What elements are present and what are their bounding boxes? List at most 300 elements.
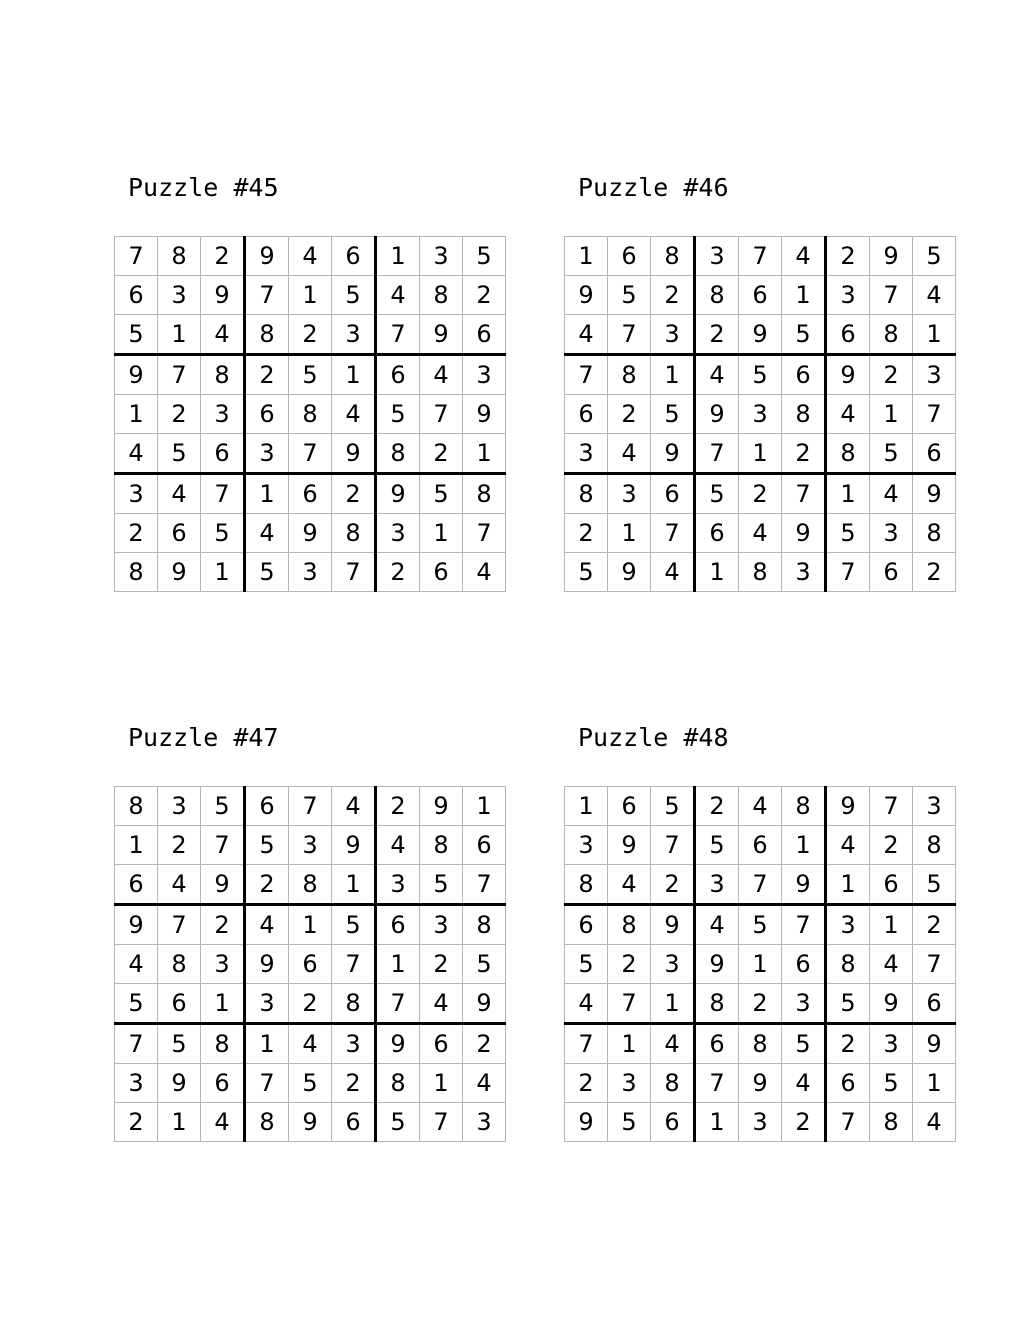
grid-cell: 7	[376, 984, 420, 1024]
grid-cell: 7	[115, 237, 158, 276]
grid-row	[115, 315, 506, 355]
grid-cell: 4	[201, 1103, 245, 1142]
grid-cell: 3	[739, 1103, 782, 1142]
grid-cell: 1	[913, 315, 956, 355]
grid-cell: 5	[289, 355, 332, 395]
grid-row	[565, 553, 956, 592]
grid-cell: 2	[420, 434, 463, 474]
grid-cell: 1	[826, 474, 870, 514]
grid-cell: 1	[376, 237, 420, 276]
grid-cell: 6	[608, 237, 651, 276]
grid-cell: 4	[463, 1064, 506, 1103]
grid-cell: 7	[695, 434, 739, 474]
grid-cell: 5	[332, 905, 376, 945]
grid-cell: 9	[201, 276, 245, 315]
grid-cell: 4	[608, 434, 651, 474]
grid-row	[115, 237, 506, 276]
grid-cell: 5	[782, 315, 826, 355]
grid-cell: 7	[201, 474, 245, 514]
grid-cell: 6	[782, 355, 826, 395]
grid-cell: 1	[201, 553, 245, 592]
grid-cell: 4	[913, 276, 956, 315]
grid-cell: 1	[201, 984, 245, 1024]
grid-cell: 9	[565, 1103, 608, 1142]
grid-cell: 4	[695, 905, 739, 945]
grid-cell: 9	[420, 315, 463, 355]
grid-row	[115, 1024, 506, 1064]
grid-cell: 4	[651, 1024, 695, 1064]
grid-cell: 3	[565, 826, 608, 865]
grid-row	[115, 905, 506, 945]
grid-cell: 8	[651, 1064, 695, 1103]
grid-cell: 7	[245, 276, 289, 315]
sudoku-grid	[114, 236, 506, 592]
grid-cell: 1	[695, 1103, 739, 1142]
grid-cell: 2	[695, 315, 739, 355]
grid-cell: 7	[158, 355, 201, 395]
grid-cell: 2	[463, 276, 506, 315]
grid-row	[115, 984, 506, 1024]
grid-cell: 5	[158, 1024, 201, 1064]
grid-cell: 6	[463, 826, 506, 865]
grid-cell: 4	[826, 826, 870, 865]
grid-cell: 1	[420, 514, 463, 553]
grid-cell: 5	[651, 395, 695, 434]
grid-cell: 6	[870, 865, 913, 905]
grid-cell: 3	[158, 787, 201, 826]
grid-cell: 4	[115, 434, 158, 474]
grid-cell: 6	[420, 1024, 463, 1064]
grid-cell: 6	[695, 514, 739, 553]
grid-cell: 8	[201, 1024, 245, 1064]
grid-cell: 3	[870, 514, 913, 553]
grid-cell: 1	[870, 395, 913, 434]
grid-cell: 4	[913, 1103, 956, 1142]
grid-cell: 2	[826, 1024, 870, 1064]
grid-cell: 6	[651, 474, 695, 514]
grid-cell: 4	[245, 514, 289, 553]
grid-cell: 2	[913, 553, 956, 592]
grid-cell: 9	[782, 865, 826, 905]
grid-cell: 8	[826, 945, 870, 984]
grid-cell: 3	[376, 865, 420, 905]
grid-cell: 4	[695, 355, 739, 395]
grid-cell: 5	[608, 276, 651, 315]
grid-cell: 6	[651, 1103, 695, 1142]
grid-cell: 3	[651, 315, 695, 355]
grid-row	[115, 1064, 506, 1103]
grid-cell: 1	[376, 945, 420, 984]
grid-cell: 4	[608, 865, 651, 905]
grid-cell: 4	[245, 905, 289, 945]
grid-cell: 1	[608, 514, 651, 553]
grid-cell: 3	[115, 1064, 158, 1103]
grid-cell: 6	[115, 276, 158, 315]
grid-cell: 5	[245, 826, 289, 865]
grid-cell: 3	[115, 474, 158, 514]
grid-cell: 9	[782, 514, 826, 553]
grid-cell: 1	[245, 474, 289, 514]
grid-row	[565, 905, 956, 945]
grid-row	[565, 276, 956, 315]
grid-cell: 5	[376, 1103, 420, 1142]
grid-cell: 1	[158, 315, 201, 355]
grid-cell: 5	[158, 434, 201, 474]
grid-cell: 6	[695, 1024, 739, 1064]
grid-cell: 4	[463, 553, 506, 592]
grid-cell: 5	[420, 474, 463, 514]
sudoku-grid	[564, 236, 956, 592]
grid-cell: 6	[332, 1103, 376, 1142]
grid-cell: 1	[115, 395, 158, 434]
grid-cell: 3	[782, 553, 826, 592]
grid-cell: 1	[782, 826, 826, 865]
grid-cell: 1	[158, 1103, 201, 1142]
grid-cell: 3	[158, 276, 201, 315]
grid-cell: 8	[115, 553, 158, 592]
grid-cell: 2	[289, 984, 332, 1024]
grid-cell: 8	[420, 276, 463, 315]
grid-cell: 2	[201, 905, 245, 945]
grid-cell: 3	[332, 315, 376, 355]
grid-cell: 2	[376, 553, 420, 592]
grid-cell: 8	[332, 514, 376, 553]
grid-cell: 7	[608, 984, 651, 1024]
grid-cell: 8	[739, 1024, 782, 1064]
grid-cell: 5	[608, 1103, 651, 1142]
grid-cell: 4	[420, 355, 463, 395]
grid-row	[115, 434, 506, 474]
grid-cell: 9	[608, 826, 651, 865]
grid-cell: 2	[332, 1064, 376, 1103]
grid-cell: 2	[565, 514, 608, 553]
grid-cell: 6	[420, 553, 463, 592]
grid-cell: 3	[608, 474, 651, 514]
grid-cell: 1	[913, 1064, 956, 1103]
grid-cell: 5	[565, 945, 608, 984]
grid-cell: 2	[695, 787, 739, 826]
grid-cell: 6	[245, 395, 289, 434]
grid-row	[115, 553, 506, 592]
grid-cell: 8	[782, 787, 826, 826]
grid-cell: 4	[201, 315, 245, 355]
grid-row	[565, 1024, 956, 1064]
grid-cell: 5	[695, 474, 739, 514]
grid-cell: 2	[332, 474, 376, 514]
grid-cell: 2	[739, 474, 782, 514]
grid-cell: 1	[608, 1024, 651, 1064]
grid-cell: 7	[913, 395, 956, 434]
grid-cell: 5	[289, 1064, 332, 1103]
grid-cell: 9	[870, 237, 913, 276]
grid-cell: 6	[913, 434, 956, 474]
grid-cell: 8	[608, 355, 651, 395]
grid-cell: 2	[565, 1064, 608, 1103]
grid-row	[565, 984, 956, 1024]
grid-cell: 4	[420, 984, 463, 1024]
grid-cell: 1	[739, 434, 782, 474]
grid-cell: 6	[826, 315, 870, 355]
grid-cell: 3	[420, 905, 463, 945]
grid-cell: 6	[201, 434, 245, 474]
grid-cell: 5	[782, 1024, 826, 1064]
grid-row	[565, 1103, 956, 1142]
grid-cell: 8	[158, 945, 201, 984]
grid-cell: 2	[913, 905, 956, 945]
grid-cell: 7	[608, 315, 651, 355]
grid-cell: 9	[870, 984, 913, 1024]
grid-cell: 6	[201, 1064, 245, 1103]
grid-cell: 8	[420, 826, 463, 865]
grid-cell: 3	[913, 355, 956, 395]
grid-cell: 6	[739, 826, 782, 865]
grid-cell: 7	[420, 395, 463, 434]
grid-cell: 7	[651, 826, 695, 865]
grid-cell: 9	[245, 237, 289, 276]
grid-cell: 4	[376, 826, 420, 865]
grid-cell: 5	[826, 984, 870, 1024]
grid-cell: 3	[913, 787, 956, 826]
grid-cell: 9	[420, 787, 463, 826]
grid-cell: 3	[201, 395, 245, 434]
grid-cell: 7	[289, 434, 332, 474]
grid-cell: 8	[332, 984, 376, 1024]
grid-cell: 3	[608, 1064, 651, 1103]
grid-cell: 2	[608, 945, 651, 984]
grid-cell: 9	[651, 434, 695, 474]
grid-cell: 7	[420, 1103, 463, 1142]
grid-cell: 6	[332, 237, 376, 276]
grid-cell: 6	[565, 395, 608, 434]
grid-cell: 7	[782, 474, 826, 514]
grid-cell: 8	[782, 395, 826, 434]
grid-row	[565, 355, 956, 395]
grid-row	[115, 395, 506, 434]
grid-cell: 5	[463, 945, 506, 984]
grid-cell: 6	[565, 905, 608, 945]
grid-cell: 1	[870, 905, 913, 945]
grid-cell: 8	[158, 237, 201, 276]
grid-cell: 5	[245, 553, 289, 592]
grid-cell: 1	[289, 276, 332, 315]
sudoku-grid	[114, 786, 506, 1142]
grid-cell: 4	[158, 474, 201, 514]
grid-row	[115, 826, 506, 865]
grid-cell: 2	[782, 1103, 826, 1142]
grid-cell: 6	[463, 315, 506, 355]
puzzle-title: Puzzle #46	[578, 173, 729, 202]
grid-cell: 8	[376, 1064, 420, 1103]
grid-cell: 9	[332, 826, 376, 865]
grid-cell: 3	[826, 905, 870, 945]
grid-cell: 8	[245, 1103, 289, 1142]
grid-cell: 5	[651, 787, 695, 826]
grid-row	[565, 474, 956, 514]
grid-cell: 8	[695, 984, 739, 1024]
grid-cell: 9	[376, 1024, 420, 1064]
grid-cell: 8	[463, 905, 506, 945]
grid-cell: 4	[565, 315, 608, 355]
grid-cell: 1	[782, 276, 826, 315]
grid-cell: 5	[332, 276, 376, 315]
grid-cell: 9	[913, 1024, 956, 1064]
grid-cell: 9	[695, 395, 739, 434]
grid-cell: 4	[115, 945, 158, 984]
grid-cell: 2	[201, 237, 245, 276]
grid-cell: 2	[158, 395, 201, 434]
grid-cell: 3	[739, 395, 782, 434]
grid-row	[565, 787, 956, 826]
grid-cell: 6	[158, 514, 201, 553]
grid-cell: 8	[870, 1103, 913, 1142]
puzzle-title: Puzzle #45	[128, 173, 279, 202]
grid-row	[115, 474, 506, 514]
grid-cell: 3	[565, 434, 608, 474]
grid-row	[565, 514, 956, 553]
grid-cell: 3	[245, 984, 289, 1024]
grid-cell: 1	[739, 945, 782, 984]
grid-row	[565, 434, 956, 474]
grid-cell: 3	[695, 237, 739, 276]
grid-cell: 9	[739, 1064, 782, 1103]
grid-cell: 3	[289, 826, 332, 865]
grid-cell: 2	[245, 865, 289, 905]
grid-cell: 9	[289, 514, 332, 553]
grid-cell: 8	[870, 315, 913, 355]
grid-cell: 3	[826, 276, 870, 315]
grid-cell: 7	[201, 826, 245, 865]
grid-cell: 5	[695, 826, 739, 865]
grid-cell: 9	[201, 865, 245, 905]
grid-row	[115, 514, 506, 553]
grid-cell: 4	[289, 1024, 332, 1064]
grid-cell: 2	[115, 1103, 158, 1142]
grid-cell: 5	[376, 395, 420, 434]
grid-cell: 9	[826, 787, 870, 826]
grid-cell: 2	[289, 315, 332, 355]
grid-cell: 2	[651, 276, 695, 315]
grid-cell: 2	[463, 1024, 506, 1064]
grid-cell: 7	[870, 787, 913, 826]
grid-cell: 1	[289, 905, 332, 945]
grid-cell: 2	[782, 434, 826, 474]
grid-cell: 6	[782, 945, 826, 984]
grid-cell: 7	[332, 945, 376, 984]
grid-cell: 7	[739, 865, 782, 905]
grid-cell: 7	[332, 553, 376, 592]
grid-cell: 9	[115, 905, 158, 945]
grid-cell: 6	[245, 787, 289, 826]
grid-cell: 9	[376, 474, 420, 514]
grid-row	[115, 787, 506, 826]
grid-cell: 3	[376, 514, 420, 553]
grid-cell: 4	[870, 945, 913, 984]
grid-cell: 9	[608, 553, 651, 592]
grid-cell: 4	[332, 395, 376, 434]
grid-cell: 8	[913, 826, 956, 865]
grid-cell: 2	[420, 945, 463, 984]
grid-cell: 1	[463, 434, 506, 474]
grid-cell: 5	[565, 553, 608, 592]
grid-cell: 3	[463, 355, 506, 395]
grid-cell: 4	[782, 237, 826, 276]
grid-cell: 9	[245, 945, 289, 984]
grid-cell: 5	[115, 984, 158, 1024]
grid-row	[115, 865, 506, 905]
grid-cell: 5	[870, 434, 913, 474]
grid-cell: 2	[245, 355, 289, 395]
grid-cell: 5	[739, 355, 782, 395]
grid-cell: 3	[782, 984, 826, 1024]
grid-row	[115, 355, 506, 395]
grid-cell: 8	[565, 474, 608, 514]
grid-cell: 9	[115, 355, 158, 395]
grid-cell: 1	[651, 355, 695, 395]
grid-cell: 5	[115, 315, 158, 355]
grid-row	[565, 945, 956, 984]
grid-cell: 1	[826, 865, 870, 905]
grid-cell: 7	[695, 1064, 739, 1103]
grid-cell: 8	[826, 434, 870, 474]
grid-cell: 3	[463, 1103, 506, 1142]
grid-cell: 6	[870, 553, 913, 592]
grid-cell: 2	[376, 787, 420, 826]
grid-row	[115, 276, 506, 315]
grid-cell: 8	[695, 276, 739, 315]
grid-cell: 8	[376, 434, 420, 474]
grid-cell: 6	[913, 984, 956, 1024]
grid-cell: 6	[289, 474, 332, 514]
grid-cell: 1	[463, 787, 506, 826]
grid-cell: 7	[463, 514, 506, 553]
grid-cell: 6	[826, 1064, 870, 1103]
grid-cell: 7	[115, 1024, 158, 1064]
grid-cell: 5	[201, 514, 245, 553]
grid-cell: 4	[651, 553, 695, 592]
grid-cell: 9	[332, 434, 376, 474]
grid-row	[565, 395, 956, 434]
grid-cell: 3	[332, 1024, 376, 1064]
grid-cell: 4	[289, 237, 332, 276]
grid-cell: 9	[463, 984, 506, 1024]
grid-cell: 7	[739, 237, 782, 276]
grid-cell: 5	[913, 237, 956, 276]
grid-cell: 7	[651, 514, 695, 553]
grid-cell: 5	[463, 237, 506, 276]
grid-row	[115, 1103, 506, 1142]
grid-cell: 4	[376, 276, 420, 315]
grid-cell: 8	[289, 395, 332, 434]
grid-cell: 7	[826, 553, 870, 592]
grid-cell: 7	[913, 945, 956, 984]
grid-cell: 5	[826, 514, 870, 553]
grid-cell: 9	[739, 315, 782, 355]
grid-cell: 4	[565, 984, 608, 1024]
grid-cell: 2	[158, 826, 201, 865]
grid-cell: 7	[158, 905, 201, 945]
grid-cell: 4	[870, 474, 913, 514]
grid-cell: 7	[782, 905, 826, 945]
grid-cell: 5	[913, 865, 956, 905]
grid-cell: 2	[115, 514, 158, 553]
grid-row	[565, 865, 956, 905]
grid-row	[565, 826, 956, 865]
grid-cell: 1	[695, 553, 739, 592]
grid-cell: 8	[739, 553, 782, 592]
grid-cell: 9	[913, 474, 956, 514]
grid-cell: 1	[332, 355, 376, 395]
grid-cell: 8	[463, 474, 506, 514]
